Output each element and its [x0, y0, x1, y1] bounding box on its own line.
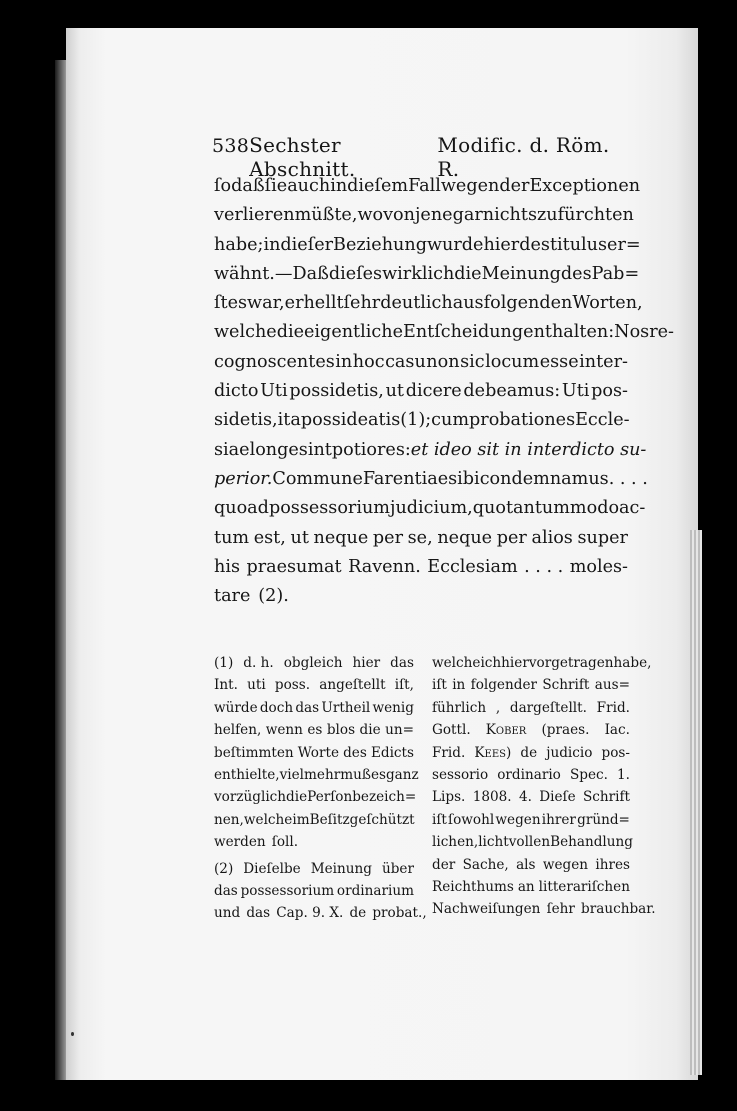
- word: pos-: [601, 744, 630, 761]
- word: iſt,: [394, 677, 414, 694]
- word: Perſon: [307, 789, 353, 806]
- word: in: [335, 351, 353, 372]
- word: ac-: [619, 498, 646, 519]
- text-line: [214, 406, 628, 435]
- word: neque: [313, 527, 369, 548]
- word: se,: [407, 527, 433, 548]
- word: 1808.: [472, 789, 512, 806]
- footnote-line: [432, 809, 630, 831]
- word: jene: [414, 205, 453, 226]
- footnote-line: [214, 809, 414, 831]
- word: per: [496, 527, 527, 548]
- word: Int.: [214, 677, 238, 694]
- footnote-line: [432, 719, 630, 741]
- word: iſt: [432, 677, 447, 694]
- word: würde: [214, 699, 258, 716]
- word: enthalten:: [523, 322, 615, 343]
- word: tare: [214, 586, 251, 607]
- text-line: [214, 348, 628, 377]
- word: Worten,: [572, 293, 643, 314]
- word: un=: [385, 722, 414, 739]
- word: doch: [259, 699, 294, 716]
- word: aus=: [594, 677, 630, 694]
- page-number: 538: [212, 135, 250, 157]
- word: sibi: [448, 468, 480, 489]
- footnote-line: [432, 674, 630, 696]
- word: vielmehr: [279, 767, 341, 784]
- word: . . . .: [608, 468, 648, 489]
- word: eigentliche: [304, 322, 403, 343]
- word: judicio: [546, 744, 593, 761]
- word: ganz: [385, 767, 419, 784]
- word: habe,: [613, 655, 652, 671]
- word: possideatis: [300, 410, 401, 431]
- text-line: [214, 201, 634, 230]
- word: aus: [452, 293, 484, 314]
- footnote-line: [214, 831, 414, 853]
- word: wegen: [440, 176, 500, 196]
- word: per: [372, 527, 404, 548]
- word: ,: [495, 699, 501, 716]
- word: war,: [247, 293, 285, 314]
- word: muß: [340, 767, 371, 784]
- word: Gottl.: [432, 722, 471, 739]
- word: ordinario: [497, 767, 561, 784]
- word: der: [499, 176, 530, 196]
- word: tantummodo: [505, 498, 620, 519]
- text-line: [214, 172, 641, 201]
- word: iſt: [432, 811, 447, 828]
- word: et ideo sit in interdicto su-: [410, 439, 647, 460]
- word: zu: [537, 205, 558, 226]
- word: blos: [326, 722, 356, 739]
- word: ſie: [264, 176, 288, 196]
- footnote-line: [432, 742, 630, 764]
- word: Sache,: [462, 856, 509, 873]
- word: Reichthums: [432, 879, 514, 896]
- word: ſehr: [546, 901, 575, 918]
- word: Ravenn.: [348, 556, 421, 577]
- text-line: [214, 231, 641, 260]
- section-topic: Modific. d. Röm. R.: [437, 133, 610, 181]
- text-line: [214, 436, 647, 465]
- word: die: [454, 263, 482, 284]
- word: dieſer: [280, 234, 334, 255]
- word: als: [516, 856, 536, 873]
- word: welche: [432, 655, 481, 671]
- word: in: [330, 176, 348, 196]
- word: perior.: [214, 468, 273, 489]
- word: ihres: [595, 856, 630, 873]
- footnote-line: [214, 742, 414, 764]
- footnote-line: [432, 652, 652, 674]
- word: wegen: [495, 811, 541, 828]
- text-line: [214, 318, 674, 347]
- text-line: [214, 494, 646, 523]
- footnotes-right-column: [432, 652, 656, 921]
- word: Farentiae: [362, 468, 449, 489]
- word: super: [577, 527, 628, 548]
- word: wovon: [357, 205, 415, 226]
- word: possessorium: [240, 883, 335, 900]
- word: re-: [649, 322, 674, 343]
- word: verlieren: [214, 205, 295, 226]
- word: Schrift: [542, 677, 590, 694]
- word: (1): [214, 655, 234, 671]
- word: die: [276, 322, 305, 343]
- word: Schrift: [582, 789, 630, 806]
- word: wenn: [265, 722, 303, 739]
- word: geſchützt: [349, 811, 415, 828]
- word: des: [343, 744, 367, 761]
- word: (praes.: [541, 722, 590, 739]
- word: daß: [231, 176, 265, 196]
- word: (1);: [400, 410, 432, 431]
- word: brauchbar.: [581, 901, 656, 918]
- word: Dieſe: [539, 789, 576, 806]
- word: folgenden: [483, 293, 573, 314]
- word: non: [426, 351, 460, 372]
- word: in: [452, 677, 466, 694]
- word: und: [214, 905, 241, 922]
- word: gründ=: [577, 811, 630, 828]
- word: poss.: [274, 677, 311, 694]
- footnote-line: [214, 858, 414, 880]
- word: (2).: [258, 586, 289, 607]
- word: angeſtellt: [319, 677, 386, 694]
- word: über: [381, 860, 414, 877]
- word: judicium,: [389, 498, 473, 519]
- word: Cap. 9. X.: [276, 905, 344, 922]
- word: hier: [352, 655, 381, 671]
- word: enthielte,: [214, 767, 280, 784]
- word: sessorio: [432, 767, 489, 784]
- word: hier: [483, 234, 520, 255]
- footnote-line: [214, 719, 414, 741]
- word: ſowohl: [448, 811, 495, 828]
- footnote-line: [432, 786, 630, 808]
- word: Dieſelbe: [243, 860, 301, 877]
- word: in: [263, 234, 281, 255]
- word: das: [246, 905, 271, 922]
- word: lichtvollen: [478, 834, 551, 851]
- word: habe;: [214, 234, 264, 255]
- word: vorzüglich: [214, 789, 287, 806]
- word: welche: [243, 811, 293, 828]
- word: dicere: [405, 381, 462, 402]
- word: Kees): [474, 744, 512, 761]
- word: obgleich: [283, 655, 343, 671]
- word: im: [292, 811, 310, 828]
- word: titulus: [549, 234, 608, 255]
- word: moles-: [569, 556, 628, 577]
- word: beſtimmten: [214, 744, 294, 761]
- main-text-block: [214, 172, 674, 611]
- footnote-line: [432, 898, 656, 920]
- word: . . . .: [524, 556, 564, 577]
- word: müßte,: [294, 205, 358, 226]
- footnote-line: [432, 876, 630, 898]
- word: 4.: [518, 789, 532, 806]
- word: 1.: [617, 767, 630, 784]
- word: ich: [480, 655, 502, 671]
- word: Spec.: [569, 767, 608, 784]
- word: bezeich=: [352, 789, 417, 806]
- word: locum: [485, 351, 540, 372]
- word: uti: [247, 677, 266, 694]
- word: probationes: [469, 410, 576, 431]
- word: es: [307, 722, 323, 739]
- word: Commune: [272, 468, 363, 489]
- word: ordinarium: [336, 883, 414, 900]
- word: dieſes: [328, 263, 383, 284]
- word: —: [274, 263, 293, 284]
- word: sic: [460, 351, 485, 372]
- word: pos-: [591, 381, 628, 402]
- word: lichen,: [432, 834, 479, 851]
- word: gar: [452, 205, 483, 226]
- word: ſoll.: [271, 834, 299, 851]
- word: Frid.: [432, 744, 466, 761]
- word: des: [519, 234, 550, 255]
- word: neque: [437, 527, 493, 548]
- word: ut: [385, 381, 404, 402]
- word: alios: [531, 527, 573, 548]
- word: siae: [214, 439, 250, 460]
- text-line: [214, 377, 628, 406]
- word: litterariſchen: [538, 879, 630, 896]
- word: Kober: [485, 722, 527, 739]
- word: d. h.: [243, 655, 274, 671]
- word: welche: [214, 322, 277, 343]
- footnote-line: [214, 902, 427, 924]
- word: er=: [607, 234, 641, 255]
- footnote-line: [214, 880, 414, 902]
- word: deutlich: [380, 293, 453, 314]
- word: Lips.: [432, 789, 466, 806]
- word: Fall: [408, 176, 441, 196]
- footnote-line: [432, 854, 630, 876]
- word: sint: [298, 439, 332, 460]
- word: ſtes: [214, 293, 248, 314]
- word: de: [349, 905, 367, 922]
- word: an: [517, 879, 535, 896]
- word: possidetis,: [289, 381, 384, 402]
- word: ſo: [214, 176, 232, 196]
- word: dicto: [214, 381, 259, 402]
- chapter-title: Sechster Abschnitt.: [249, 133, 356, 181]
- word: de: [520, 744, 538, 761]
- word: dargeſtellt.: [509, 699, 587, 716]
- word: esse: [539, 351, 579, 372]
- word: des: [560, 263, 592, 284]
- footnote-line: [432, 697, 630, 719]
- word: praesumat: [246, 556, 342, 577]
- word: Nachweiſungen: [432, 901, 541, 918]
- word: longe: [249, 439, 299, 460]
- footnote-line: [214, 697, 414, 719]
- word: Edicts: [370, 744, 414, 761]
- word: helfen,: [214, 722, 262, 739]
- word: hoc: [352, 351, 385, 372]
- footnote-line: [214, 674, 414, 696]
- word: quo: [472, 498, 506, 519]
- word: ſehr: [343, 293, 381, 314]
- word: hier: [501, 655, 529, 671]
- text-line: [214, 524, 628, 553]
- footnote-line: [214, 786, 417, 808]
- word: werden: [214, 834, 266, 851]
- word: condemnamus: [479, 468, 609, 489]
- word: Beziehung: [333, 234, 427, 255]
- word: das: [295, 699, 320, 716]
- word: quoad: [214, 498, 269, 519]
- word: wirklich: [382, 263, 455, 284]
- word: wegen: [542, 856, 589, 873]
- text-line: [214, 289, 643, 318]
- text-line: [214, 260, 640, 289]
- text-line: [214, 582, 628, 611]
- word: wurde: [426, 234, 484, 255]
- scan-speck: [71, 1032, 74, 1036]
- word: die: [286, 789, 308, 806]
- word: casu: [385, 351, 426, 372]
- word: cum: [431, 410, 470, 431]
- word: Frid.: [596, 699, 630, 716]
- word: auch: [287, 176, 331, 196]
- word: folgender: [470, 677, 537, 694]
- word: Behandlung: [550, 834, 633, 851]
- word: führlich: [432, 699, 487, 716]
- word: inter-: [579, 351, 628, 372]
- word: Meinung: [481, 263, 561, 284]
- word: vorgetragen: [528, 655, 614, 671]
- word: Beſitz: [309, 811, 350, 828]
- text-line: [214, 465, 648, 494]
- word: nen,: [214, 811, 244, 828]
- word: est,: [253, 527, 286, 548]
- word: ita: [277, 410, 301, 431]
- word: Uti: [260, 381, 288, 402]
- word: Meinung: [310, 860, 372, 877]
- word: Pab=: [591, 263, 640, 284]
- word: Entſcheidung: [402, 322, 524, 343]
- word: ihrer: [541, 811, 576, 828]
- word: Daß: [292, 263, 329, 284]
- footnote-line: [214, 652, 414, 674]
- word: erhellt: [284, 293, 344, 314]
- word: his: [214, 556, 240, 577]
- word: tum: [214, 527, 250, 548]
- page-edge-stack: [690, 530, 702, 1075]
- word: probat.,: [372, 905, 427, 922]
- text-line: [214, 553, 628, 582]
- word: ut: [290, 527, 309, 548]
- word: (2): [214, 860, 234, 877]
- word: potiores:: [331, 439, 411, 460]
- word: Uti: [561, 381, 590, 402]
- word: Ecclesiam: [427, 556, 518, 577]
- word: die: [359, 722, 381, 739]
- word: cognoscentes: [214, 351, 335, 372]
- footnote-line: [432, 764, 630, 786]
- word: Exceptionen: [529, 176, 641, 196]
- word: Eccle-: [575, 410, 630, 431]
- word: debeamus:: [463, 381, 561, 402]
- word: das: [390, 655, 414, 671]
- word: fürchten: [557, 205, 634, 226]
- word: Nos: [614, 322, 650, 343]
- footnote-line: [432, 831, 633, 853]
- word: Worte: [297, 744, 339, 761]
- word: der: [432, 856, 456, 873]
- word: possessorium: [268, 498, 390, 519]
- word: das: [214, 883, 238, 900]
- word: nichts: [482, 205, 537, 226]
- footnotes-left-column: [214, 652, 427, 925]
- word: es: [370, 767, 386, 784]
- word: sidetis,: [214, 410, 278, 431]
- footnote-line: [214, 764, 419, 786]
- word: dieſem: [347, 176, 409, 196]
- word: Iac.: [604, 722, 630, 739]
- word: wähnt.: [214, 263, 275, 284]
- word: Urtheil: [321, 699, 371, 716]
- word: wenig: [372, 699, 414, 716]
